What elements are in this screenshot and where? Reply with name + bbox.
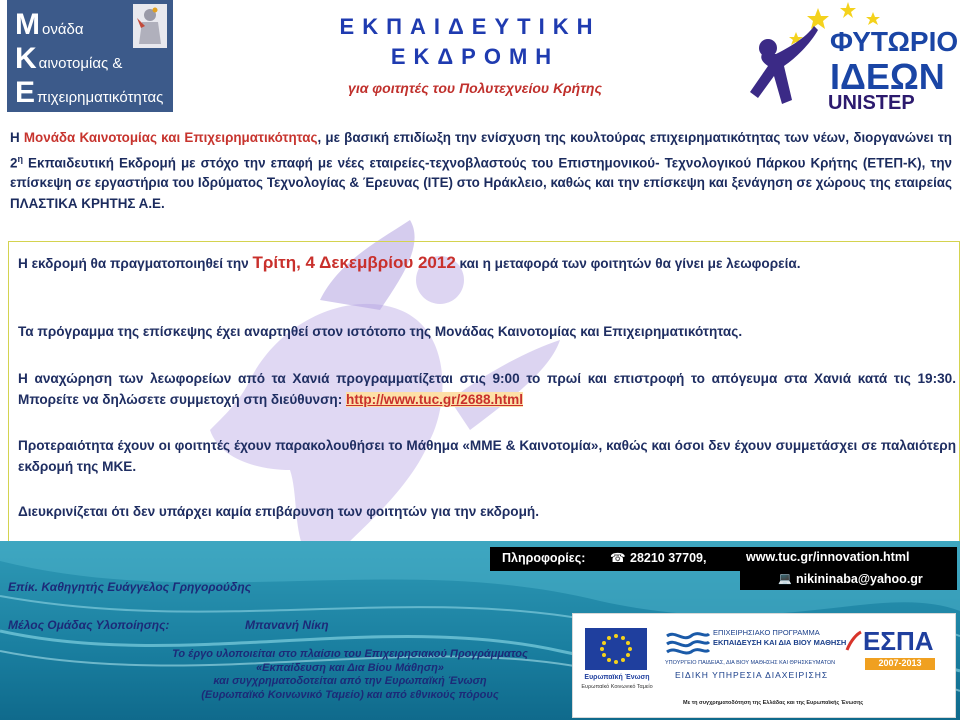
funding-line-3: και συγχρηματοδοτείται από την Ευρωπαϊκή Ένωση xyxy=(213,675,487,688)
funding-line-1: Το έργο υλοποιείται στο πλαίσιο του Επιχειρησιακού Προγράμματος xyxy=(172,648,528,660)
laptop-icon: 💻 xyxy=(778,573,792,585)
program-paragraph: Τα πρόγραμμα της επίσκεψης έχει αναρτηθεί στον ιστότοπο της Μονάδας Καινοτομίας και Επιχειρηματικότητας. xyxy=(18,324,743,339)
logo-line-3: πιχειρηματικότητας xyxy=(37,89,164,106)
page-title-line-2: ΕΚΔΡΟΜΗ xyxy=(390,44,560,69)
intro-text-2: , με βασική επιδίωξη την ενίσχυση της κουλτούρας επιχειρηματικότητας των νέων, διοργανώνει τη 2 xyxy=(10,130,952,170)
logo-line-1: ονάδα xyxy=(42,21,84,38)
registration-link[interactable]: http://www.tuc.gr/2688.html xyxy=(346,392,523,407)
p3-text: Η αναχώρηση των λεωφορείων από τα Χανιά προγραμματίζεται στις 9:00 το πρωί και επιστροφή το απόγευμα στα Χανιά κατά τις 19:30. Μπορείτε να δηλώσετε συμμετοχή στη διεύθυνση: xyxy=(18,371,956,407)
page-title-line-1: ΕΚΠΑΙΔΕΥΤΙΚΗ xyxy=(339,14,601,39)
p1-text-b: και η μεταφορά των φοιτητών θα γίνει με λεωφορεία. xyxy=(455,256,801,271)
trip-date-paragraph xyxy=(18,252,956,274)
espa-swoosh-icon xyxy=(845,630,863,652)
logo-ideon-text: ΙΔΕΩΝ xyxy=(830,56,945,97)
eu-label: Ευρωπαϊκή Ένωση xyxy=(584,674,650,681)
funding-line-2: «Εκπαίδευση και Δια Βίου Μάθηση» xyxy=(256,661,444,674)
email-link[interactable]: nikininaba@yahoo.gr xyxy=(796,572,923,586)
team-member-label: Μέλος Ομάδας Υλοποίησης: xyxy=(8,618,170,632)
op-title-2: ΕΚΠΑΙΔΕΥΣΗ ΚΑΙ ΔΙΑ ΒΙΟΥ ΜΑΘΗΣΗ xyxy=(713,638,847,647)
funding-logos-panel xyxy=(572,613,956,718)
funding-line-4: (Ευρωπαϊκό Κοινωνικό Ταμείο) και από εθνικούς πόρους xyxy=(201,688,499,701)
priority-paragraph: Προτεραιότητα έχουν οι φοιτητές έχουν παρακολουθήσει το Μάθημα «ΜΜΕ & Καινοτομία», καθώς και όσοι δεν έχουν συμμετάσχει σε παλαιότερη εκδρομή της ΜΚΕ. xyxy=(18,438,956,474)
espa-years: 2007-2013 xyxy=(865,658,935,670)
op-agency: ΕΙΔΙΚΗ ΥΠΗΡΕΣΙΑ ΔΙΑΧΕΙΡΙΣΗΣ xyxy=(675,670,829,680)
mke-logo xyxy=(7,0,173,112)
trip-date: Τρίτη, 4 Δεκεμβρίου 2012 xyxy=(252,253,456,272)
logo-unistep-text: UNISTEP xyxy=(828,92,915,114)
info-label: Πληροφορίες: xyxy=(502,551,586,565)
departure-paragraph xyxy=(18,368,956,410)
team-member-name: Μπανανή Νίκη xyxy=(245,618,329,632)
statue-icon xyxy=(133,4,167,48)
logo-letter-k: Κ xyxy=(15,42,37,75)
op-waves-icon xyxy=(665,628,711,656)
fytorio-ideon-logo xyxy=(748,0,958,118)
op-ministry: ΥΠΟΥΡΓΕΙΟ ΠΑΙΔΕΙΑΣ, ΔΙΑ ΒΙΟΥ ΜΑΘΗΣΗΣ ΚΑΙ ΘΡΗΣΚΕΥΜΑΤΩΝ xyxy=(665,660,836,666)
phone-number: 28210 37709, xyxy=(630,551,707,565)
eu-fund-label: Ευρωπαϊκό Κοινωνικό Ταμείο xyxy=(581,684,653,690)
logo-letter-e: Ε xyxy=(15,76,36,109)
intro-org-name: Μονάδα Καινοτομίας και Επιχειρηματικότητας xyxy=(23,130,318,145)
intro-paragraph xyxy=(10,128,952,214)
eu-flag-icon xyxy=(585,628,647,670)
logo-fytorio-text: ΦΥΤΩΡΙΟ xyxy=(830,26,959,57)
intro-text-3: Εκπαιδευτική Εκδρομή με στόχο την επαφή με νέες εταιρείες-τεχνοβλαστούς του Επιστημονικού- Τεχνολογικού Πάρκου Κρήτης (ΕΤΕΠ-Κ), την επίσκεψη σε εργαστήρια του Ιδρύματος Τεχνολογίας & Έρευνας (ΙΤΕ) στο Ηράκλειο, καθώς και την επίσκεψη και ξενάγηση σε χώρους της εταιρείας ΠΛΑΣΤΙΚΑ ΚΡΗΤΗΣ Α.Ε. xyxy=(10,154,952,211)
espa-logo-text: ΕΣΠΑ xyxy=(863,626,934,656)
no-cost-paragraph: Διευκρινίζεται ότι δεν υπάρχει καμία επιβάρυνση των φοιτητών για την εκδρομή. xyxy=(18,504,540,519)
op-title-1: ΕΠΙΧΕΙΡΗΣΙΑΚΟ ΠΡΟΓΡΑΜΜΑ xyxy=(713,628,820,637)
intro-text-1: Η xyxy=(10,130,24,145)
funding-statement xyxy=(130,648,570,702)
logo-letter-m: Μ xyxy=(15,8,40,41)
p1-text-a: Η εκδρομή θα πραγματοποιηθεί την xyxy=(18,256,253,271)
page-subtitle: για φοιτητές του Πολυτεχνείου Κρήτης xyxy=(348,80,602,96)
intro-superscript: η xyxy=(17,153,23,164)
website-link[interactable]: www.tuc.gr/innovation.html xyxy=(746,550,910,564)
cofund-note: Με τη συγχρηματοδότηση της Ελλάδας και της Ευρωπαϊκής Ένωσης xyxy=(683,700,864,706)
phone-icon: ☎ xyxy=(610,551,626,565)
logo-line-2: αινοτομίας & xyxy=(38,55,123,72)
professor-name: Επίκ. Καθηγητής Ευάγγελος Γρηγορούδης xyxy=(8,580,252,594)
